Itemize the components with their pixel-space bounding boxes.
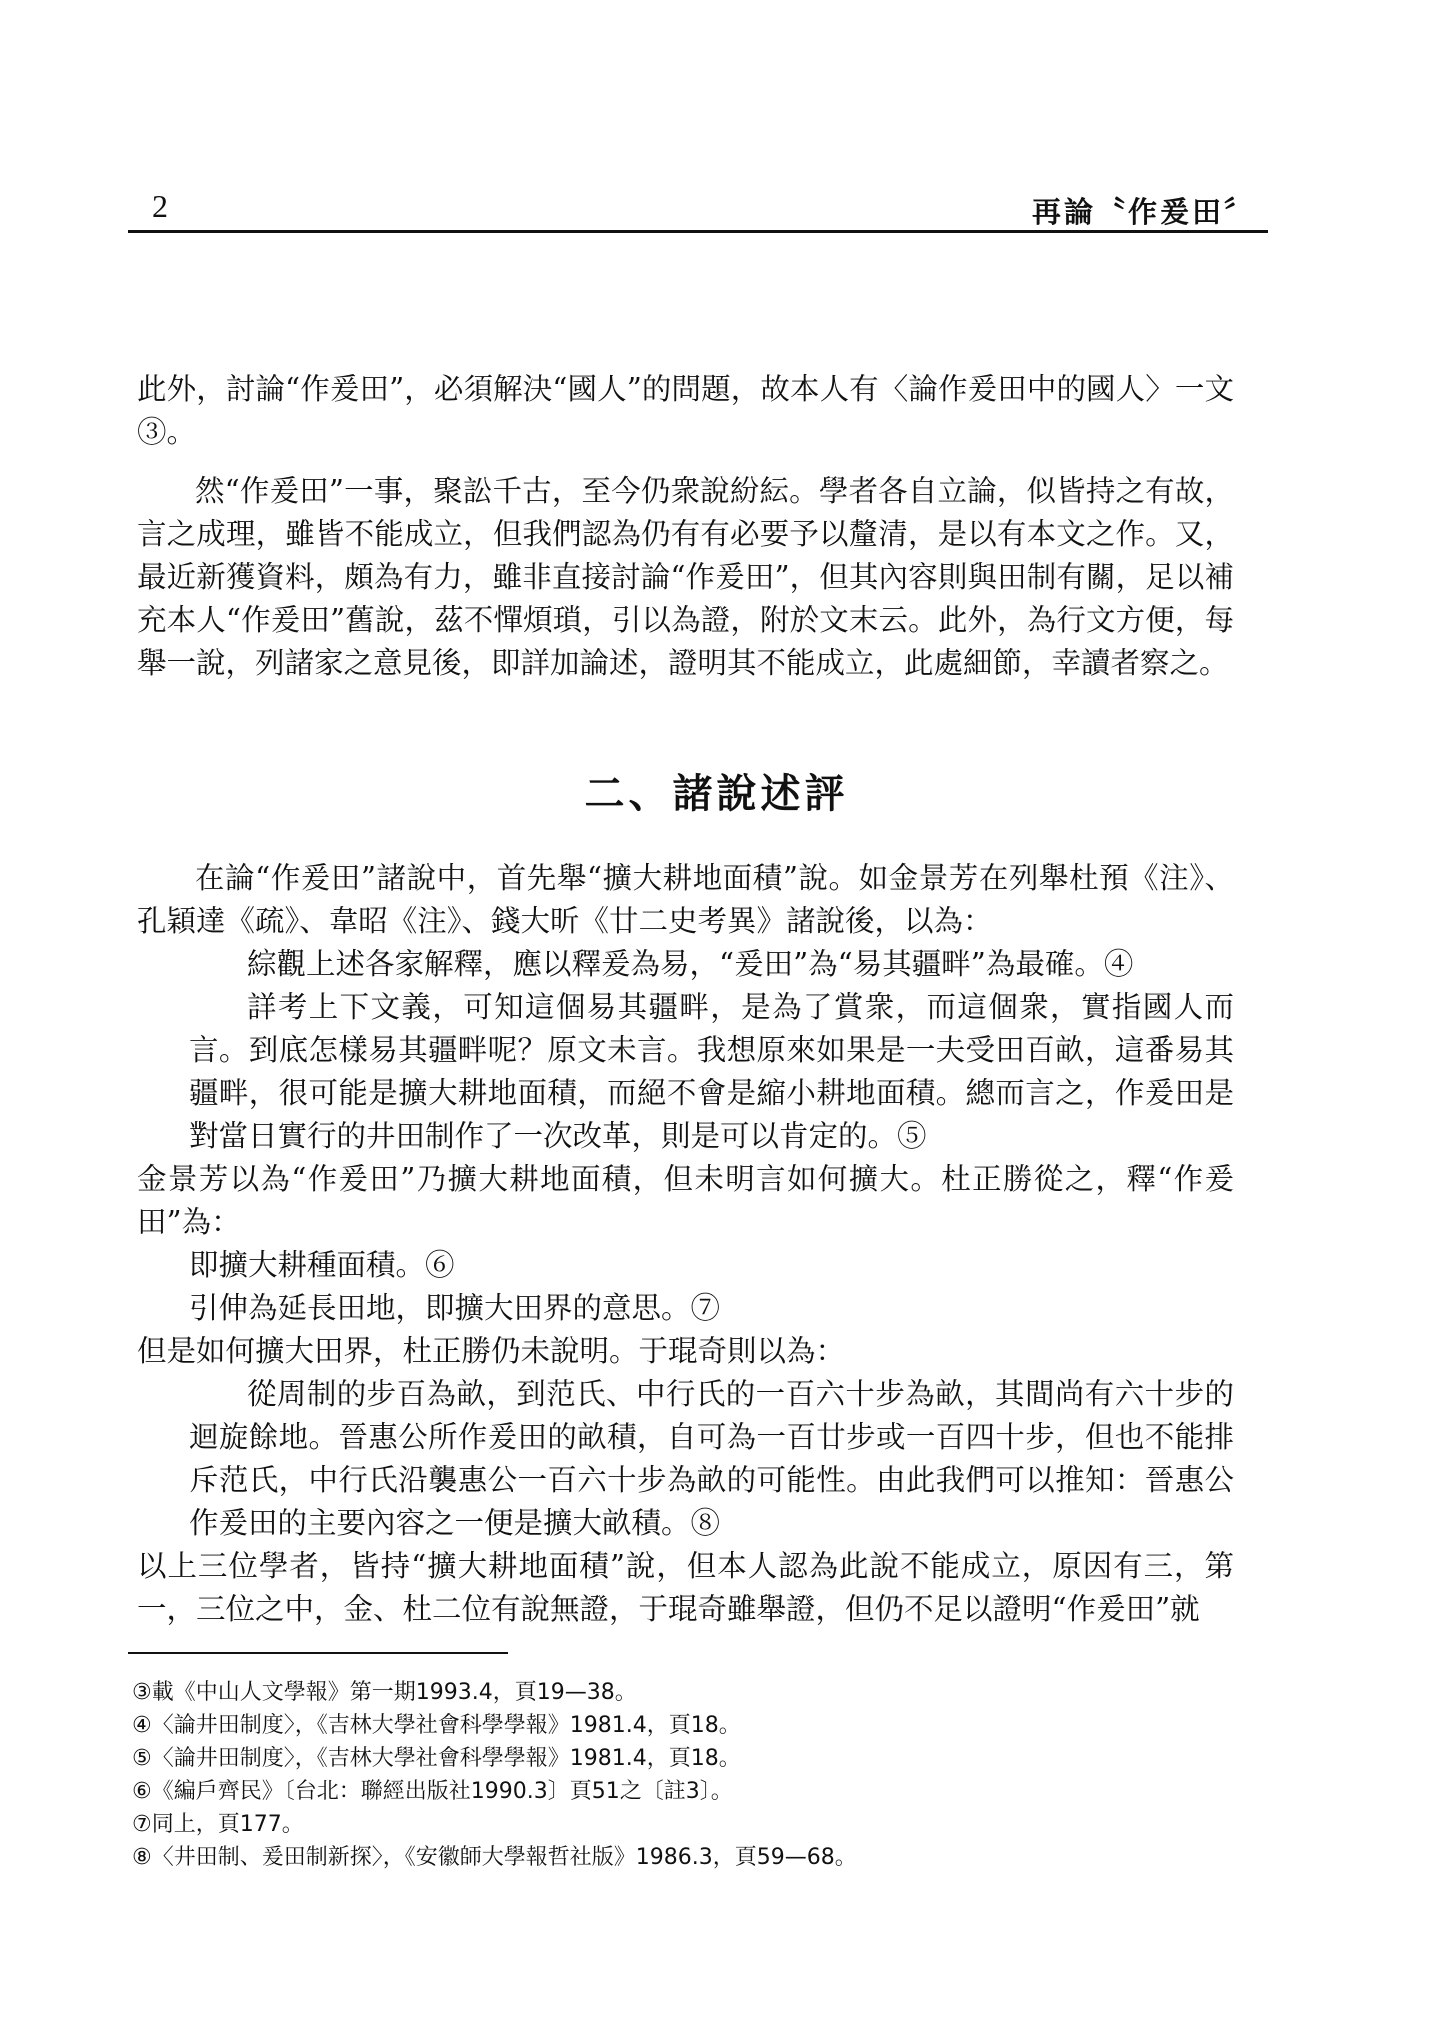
block-quote-1-line-a: 綜觀上述各家解釋，應以釋爰為易，“爰田”為“易其疆畔”為最確。④ [247, 947, 1134, 981]
block-quote-2-text: 從周制的步百為畝，到范氏、中行氏的一百六十步為畝，其間尚有六十步的迴旋餘地。晉惠公所作爰田的畝積，自可為一百廿步或一百四十步，但也不能排斥范氏，中行氏沿襲惠公一百六十步為畝的可能性。由此我們可以推知：晉惠公作爰田的主要內容之一便是擴大畝積。⑧ [189, 1377, 1234, 1540]
block-quote-1 [137, 943, 1234, 1158]
footnote-7: ⑦同上，頁177。 [132, 1812, 304, 1837]
footnote-rule [128, 1652, 508, 1654]
footnote-4: ④〈論井田制度〉，《吉林大學社會科學學報》1981.4，頁18。 [132, 1713, 741, 1738]
short-quote-1: 即擴大耕種面積。⑥ [189, 1248, 455, 1282]
short-quotes [137, 1244, 1234, 1330]
section-heading: 二、諸說述評 [584, 770, 849, 817]
page-number: 2 [152, 188, 168, 224]
footnote-6: ⑥《編戶齊民》〔台北：聯經出版社1990.3〕頁51之〔註3〕。 [132, 1779, 733, 1804]
section-paragraph-2: 金景芳以為“作爰田”乃擴大耕地面積，但未明言如何擴大。杜正勝從之，釋“作爰田”為： [137, 1162, 1234, 1239]
section-paragraph-3: 但是如何擴大田界，杜正勝仍未說明。于琨奇則以為： [137, 1334, 846, 1368]
running-title: 再論〝作爰田〞 [1031, 195, 1256, 229]
footnote-3: ③載《中山人文學報》第一期1993.4，頁19—38。 [132, 1680, 637, 1705]
page-header [128, 178, 1268, 230]
section-paragraph-1: 在論“作爰田”諸說中，首先舉“擴大耕地面積”說。如金景芳在列舉杜預《注》、孔穎達《疏》、韋昭《注》、錢大昕《廿二史考異》諸說後，以為： [137, 861, 1234, 938]
footnotes [132, 1676, 1132, 1874]
footnote-5: ⑤〈論井田制度〉，《吉林大學社會科學學報》1981.4，頁18。 [132, 1746, 741, 1771]
section-paragraph-4: 以上三位學者，皆持“擴大耕地面積”說，但本人認為此說不能成立，原因有三，第一，三位之中，金、杜二位有說無證，于琨奇雖舉證，但仍不足以證明“作爰田”就 [137, 1549, 1234, 1626]
intro-paragraph-1: 此外，討論“作爰田”，必須解決“國人”的問題，故本人有〈論作爰田中的國人〉一文③。 [137, 372, 1234, 449]
short-quote-2: 引伸為延長田地，即擴大田界的意思。⑦ [189, 1291, 721, 1325]
intro-paragraph-2: 然“作爰田”一事，聚訟千古，至今仍衆說紛紜。學者各自立論，似皆持之有故，言之成理，雖皆不能成立，但我們認為仍有有必要予以釐清，是以有本文之作。又，最近新獲資料，頗為有力，雖非直接討論“作爰田”，但其內容則與田制有關，足以補充本人“作爰田”舊說，茲不憚煩瑣，引以為證，附於文末云。此外，為行文方便，每舉一說，列諸家之意見後，即詳加論述，證明其不能成立，此處細節，幸讀者察之。 [137, 474, 1234, 680]
footnote-8: ⑧〈井田制、爰田制新探〉，《安徽師大學報哲社版》1986.3，頁59—68。 [132, 1845, 857, 1870]
block-quote-1-line-b: 詳考上下文義，可知這個易其疆畔，是為了賞衆，而這個衆，實指國人而言。到底怎樣易其疆畔呢？原文未言。我想原來如果是一夫受田百畝，這番易其疆畔，很可能是擴大耕地面積，而絕不會是縮小耕地面積。總而言之，作爰田是對當日實行的井田制作了一次改革，則是可以肯定的。⑤ [189, 990, 1234, 1153]
header-rule [128, 230, 1268, 233]
block-quote-2 [137, 1373, 1234, 1545]
intro-text [137, 368, 1234, 685]
section-text [137, 857, 1234, 1631]
